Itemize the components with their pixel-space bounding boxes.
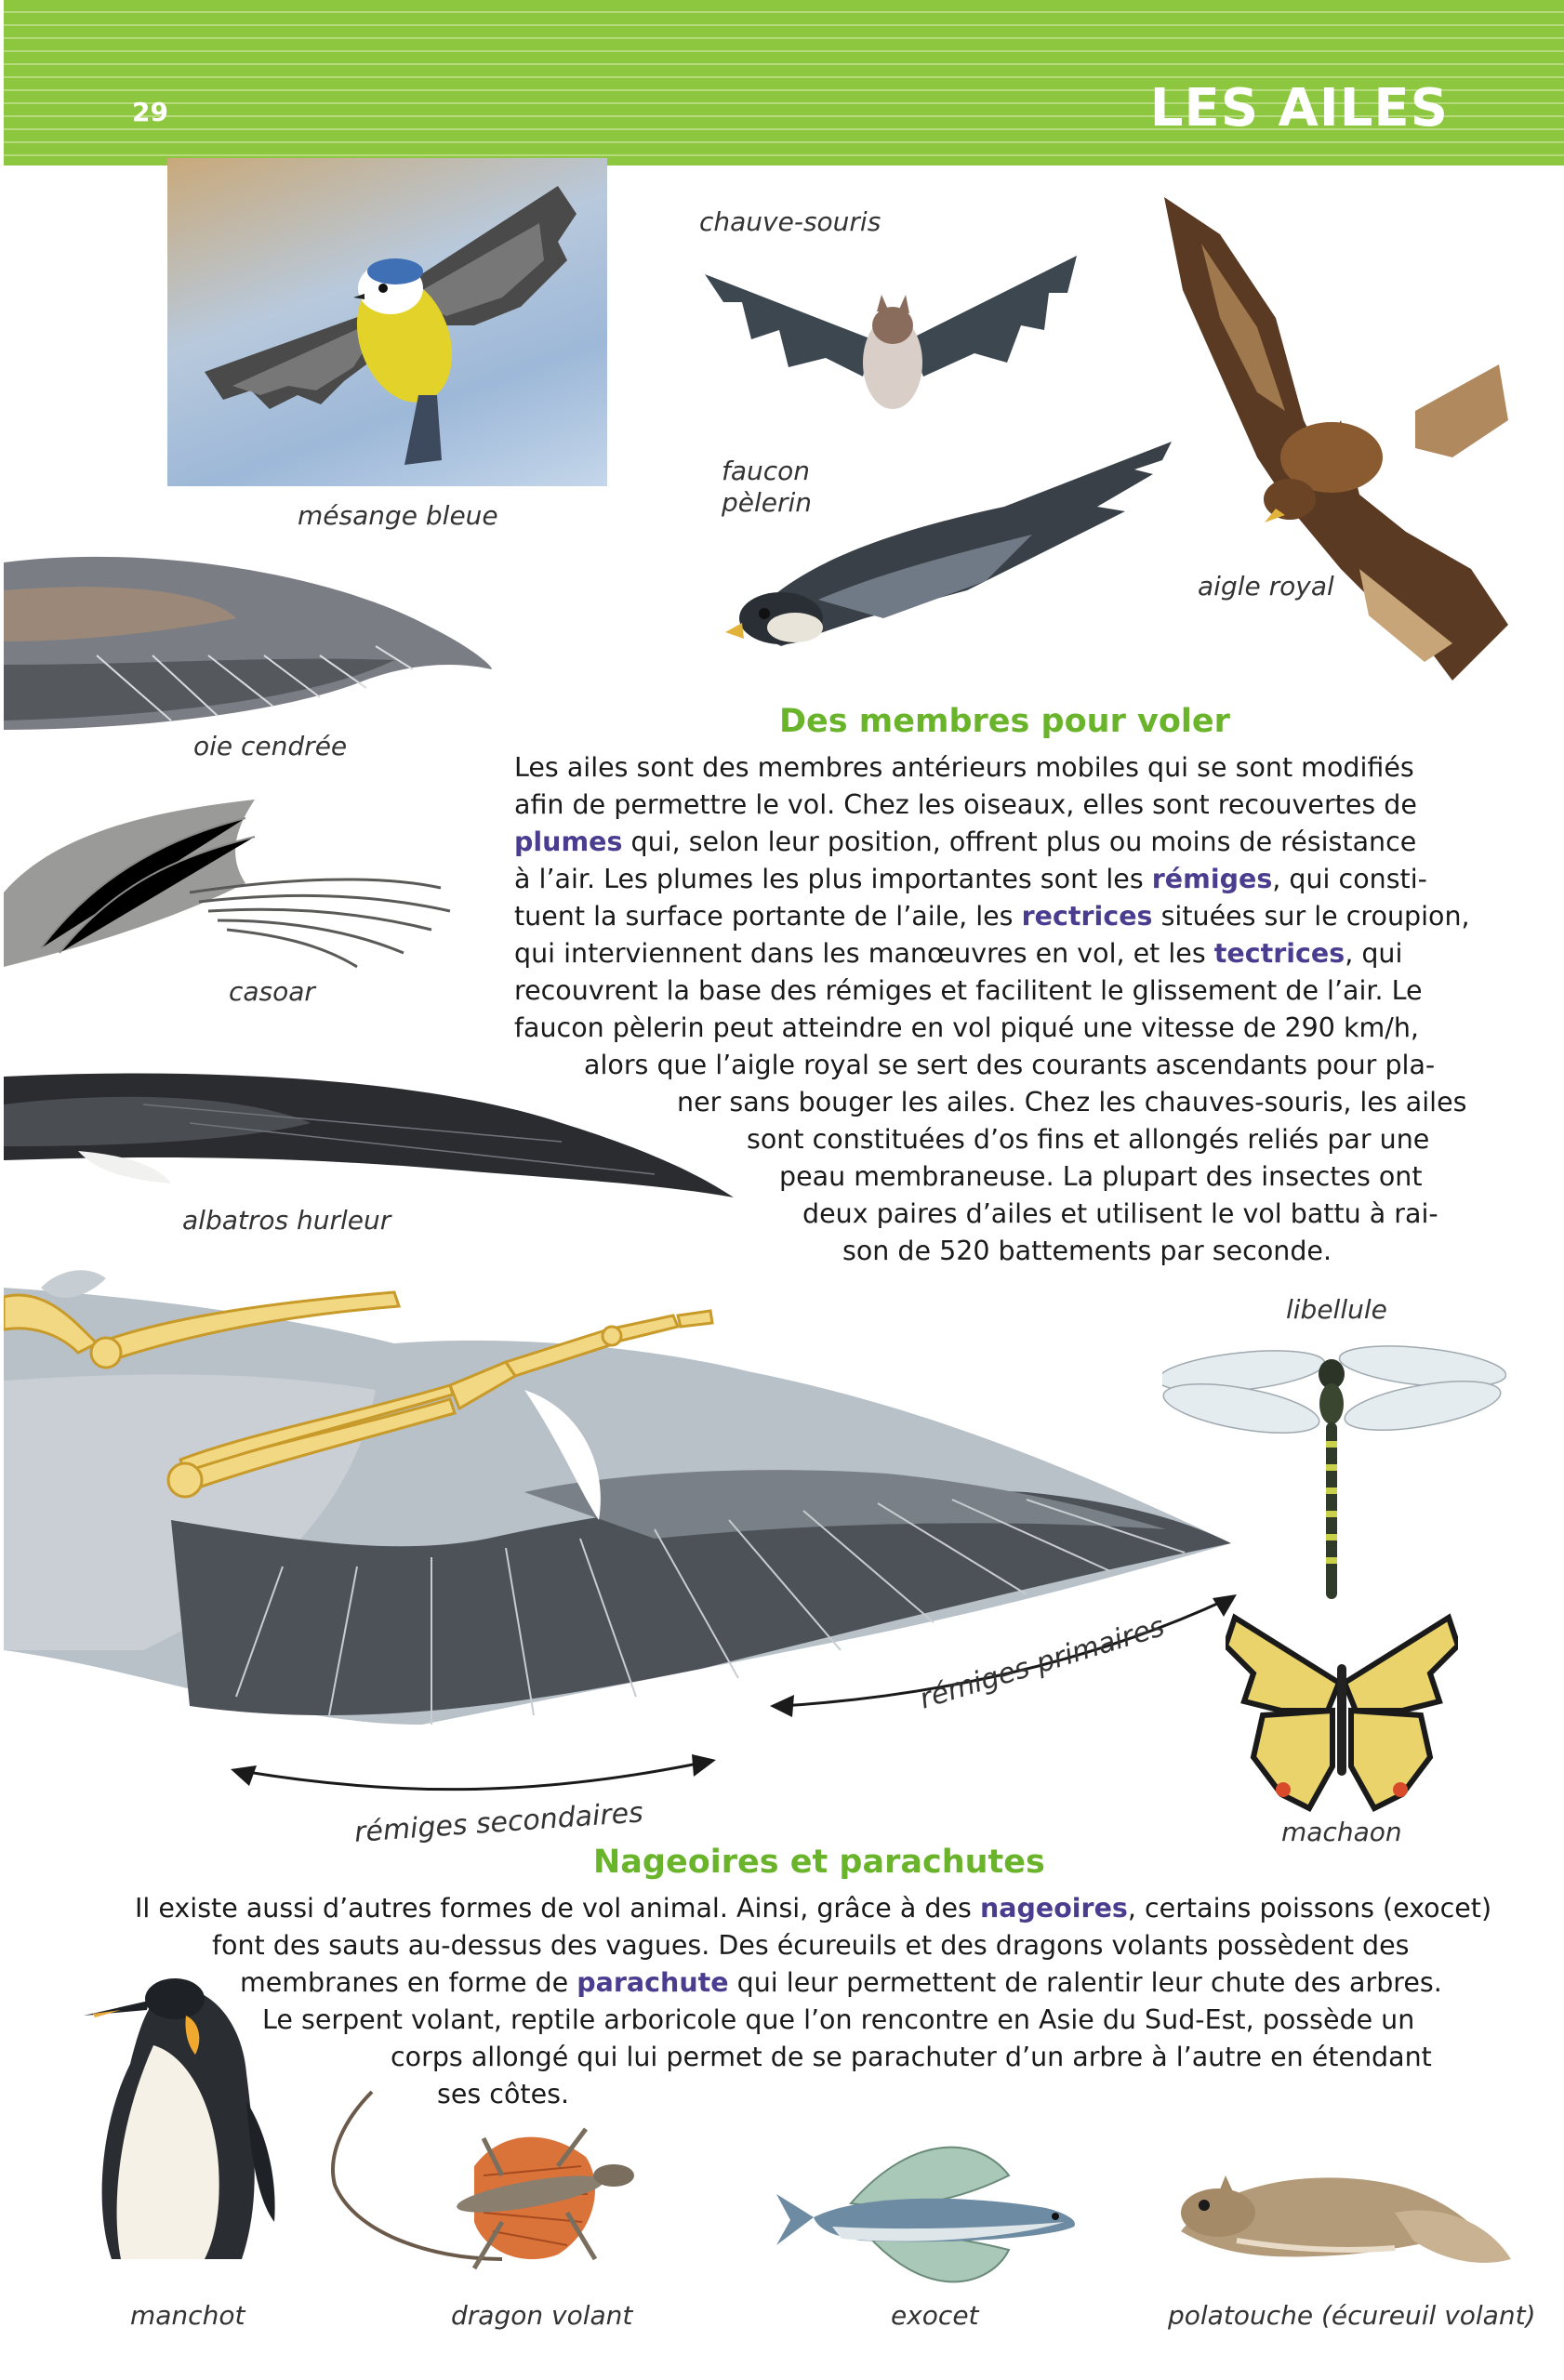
caption-exocet: exocet: [891, 2300, 979, 2331]
page-number: 29: [132, 97, 168, 127]
section1-line: Les ailes sont des membres antérieurs mobiles qui se sont modifiés: [514, 752, 1414, 783]
caption-casoar: casoar: [229, 976, 315, 1007]
section2-line: Il existe aussi d’autres formes de vol animal. Ainsi, grâce à des nageoires, certains poissons (exocet): [135, 1893, 1492, 1924]
section2-line: Le serpent volant, reptile arboricole que l’on rencontre en Asie du Sud-Est, possède un: [262, 2004, 1415, 2035]
section1-line: deux paires d’ailes et utilisent le vol battu à rai-: [802, 1198, 1438, 1229]
caption-chauve-souris: chauve-souris: [699, 206, 881, 237]
section2-line: font des sauts au-dessus des vagues. Des écureuils et des dragons volants possèdent des: [212, 1930, 1410, 1961]
section2-line: ses côtes.: [437, 2079, 570, 2109]
section1-heading: Des membres pour voler: [779, 703, 1230, 740]
blue-tit-photo: [167, 158, 607, 486]
section2-line: membranes en forme de parachute qui leur permettent de ralentir leur chute des arbres.: [240, 1967, 1442, 1998]
caption-albatros: albatros hurleur: [182, 1205, 391, 1236]
primary-remiges-arrow: [762, 1557, 1246, 1743]
greylag-goose-wing-illustration: [4, 553, 497, 739]
section1-line: ner sans bouger les ailes. Chez les chauves-souris, les ailes: [677, 1087, 1467, 1117]
caption-aigle: aigle royal: [1198, 571, 1334, 602]
caption-manchot: manchot: [130, 2300, 245, 2331]
section1-line: afin de permettre le vol. Chez les oiseaux, elles sont recouvertes de: [514, 789, 1417, 820]
section1-line: faucon pèlerin peut atteindre en vol piqué une vitesse de 290 km/h,: [514, 1012, 1419, 1043]
keyword-parachute: parachute: [577, 1967, 729, 1998]
peregrine-falcon-illustration: [725, 432, 1181, 655]
caption-mesange: mésange bleue: [298, 500, 498, 531]
section1-line: alors que l’aigle royal se sert des courants ascendants pour pla-: [584, 1050, 1436, 1080]
section1-line: recouvrent la base des rémiges et facilitent le glissement de l’air. Le: [514, 975, 1423, 1006]
swallowtail-butterfly-illustration: [1226, 1608, 1458, 1822]
flying-fish-illustration: [776, 2138, 1083, 2296]
albatross-wing-illustration: [4, 1067, 738, 1207]
section2-line: corps allongé qui lui permet de se parachuter d’un arbre à l’autre en étendant: [391, 2042, 1432, 2072]
section1-line: à l’air. Les plumes les plus importantes sont les rémiges, qui consti-: [514, 864, 1427, 894]
flying-squirrel-illustration: [1162, 2129, 1516, 2287]
section1-line: qui interviennent dans les manœuvres en vol, et les tectrices, qui: [514, 938, 1403, 969]
caption-remiges-secondaires: rémiges secondaires: [353, 1796, 644, 1849]
page-header: [4, 0, 1564, 165]
section2-heading: Nageoires et parachutes: [593, 1844, 1045, 1881]
section1-line: plumes qui, selon leur position, offrent plus ou moins de résistance: [514, 826, 1417, 857]
keyword-remiges: rémiges: [1151, 864, 1273, 894]
penguin-illustration: [65, 1962, 307, 2268]
keyword-plumes: plumes: [514, 826, 623, 857]
section1-line: peau membraneuse. La plupart des insectes ont: [779, 1161, 1423, 1192]
keyword-tectrices: tectrices: [1213, 938, 1345, 969]
page-title: LES AILES: [1149, 78, 1449, 139]
secondary-remiges-arrow: [223, 1743, 725, 1808]
caption-faucon-line2: pèlerin: [722, 487, 813, 518]
keyword-rectrices: rectrices: [1021, 901, 1153, 932]
caption-libellule: libellule: [1286, 1294, 1387, 1325]
section1-line: sont constituées d’os fins et allongés reliés par une: [747, 1124, 1430, 1155]
caption-oie: oie cendrée: [193, 731, 348, 761]
keyword-nageoires: nageoires: [979, 1893, 1128, 1924]
section1-line: son de 520 battements par seconde.: [842, 1236, 1332, 1266]
caption-faucon-line1: faucon: [722, 456, 811, 486]
flying-dragon-illustration: [316, 2073, 660, 2296]
section1-line: tuent la surface portante de l’aile, les rectrices situées sur le croupion,: [514, 901, 1470, 932]
caption-remiges-primaires: rémiges primaires: [916, 1610, 1169, 1716]
bat-illustration: [686, 237, 1151, 423]
caption-dragon: dragon volant: [451, 2300, 633, 2331]
golden-eagle-illustration: [1146, 178, 1518, 685]
cassowary-wing-illustration: [4, 800, 469, 976]
caption-polatouche: polatouche (écureuil volant): [1168, 2300, 1536, 2331]
caption-machaon: machaon: [1281, 1817, 1402, 1847]
